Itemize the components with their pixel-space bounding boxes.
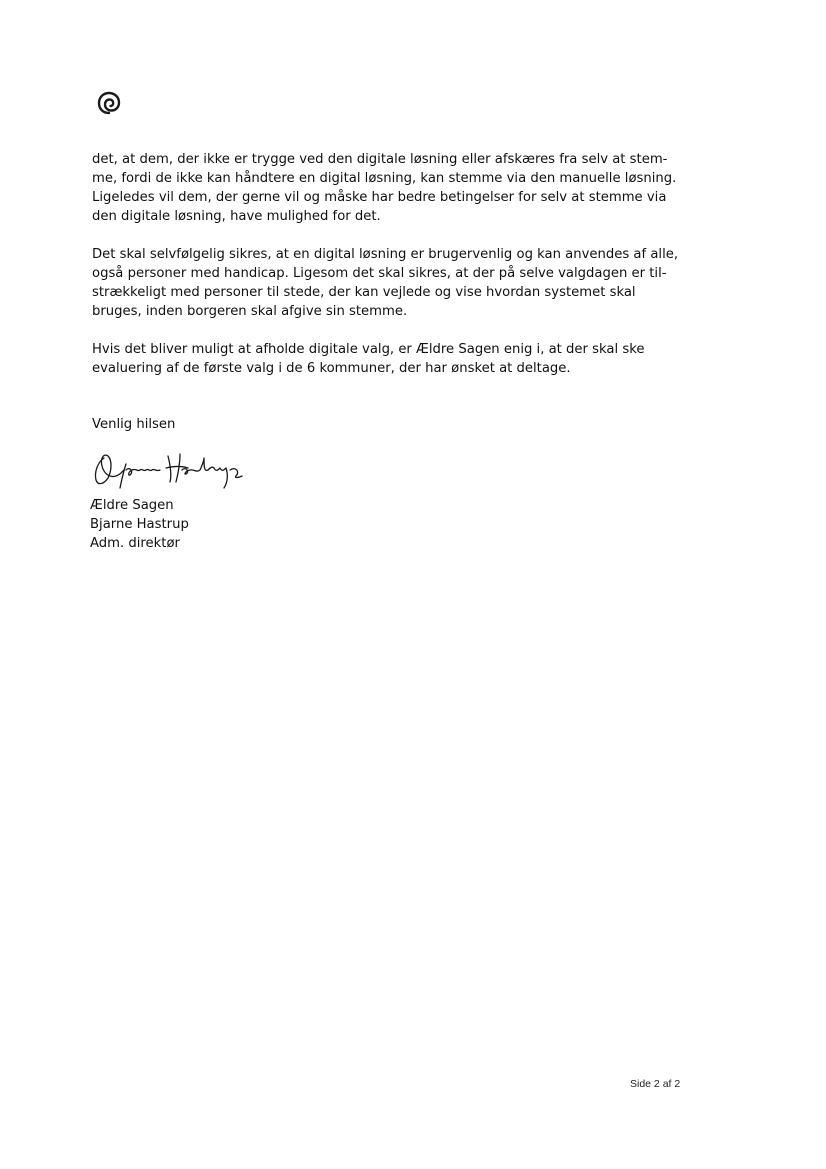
text-line: Det skal selvfølgelig sikres, at en digital løsning er brugervenlig og kan anvendes af alle, xyxy=(92,247,679,262)
paragraph xyxy=(92,245,702,321)
paragraph xyxy=(92,150,702,226)
sender-title: Adm. direktør xyxy=(90,536,180,551)
sender-organization: Ældre Sagen xyxy=(90,498,174,513)
paragraph xyxy=(92,340,702,378)
letter-body xyxy=(92,150,702,397)
text-line: bruges, inden borgeren skal afgive sin stemme. xyxy=(92,304,408,319)
closing-salutation: Venlig hilsen xyxy=(92,417,176,432)
text-line: det, at dem, der ikke er trygge ved den digitale løsning eller afskæres fra selv at stem- xyxy=(92,152,668,167)
text-line: Hvis det bliver muligt at afholde digitale valg, er Ældre Sagen enig i, at der skal ske xyxy=(92,342,645,357)
text-line: også personer med handicap. Ligesom det skal sikres, at der på selve valgdagen er til- xyxy=(92,266,667,281)
text-line: den digitale løsning, have mulighed for det. xyxy=(92,209,381,224)
sender-name: Bjarne Hastrup xyxy=(90,517,189,532)
text-line: me, fordi de ikke kan håndtere en digital løsning, kan stemme via den manuelle løsning. xyxy=(92,171,677,186)
handwritten-signature xyxy=(90,448,250,494)
sender-block xyxy=(90,496,189,553)
text-line: evaluering af de første valg i de 6 kommuner, der har ønsket at deltage. xyxy=(92,361,571,376)
text-line: strækkeligt med personer til stede, der kan vejlede og vise hvordan systemet skal xyxy=(92,285,636,300)
page-number: Side 2 af 2 xyxy=(630,1078,681,1090)
text-line: Ligeledes vil dem, der gerne vil og måske har bedre betingelser for selv at stemme via xyxy=(92,190,667,205)
spiral-logo-icon xyxy=(96,90,122,116)
